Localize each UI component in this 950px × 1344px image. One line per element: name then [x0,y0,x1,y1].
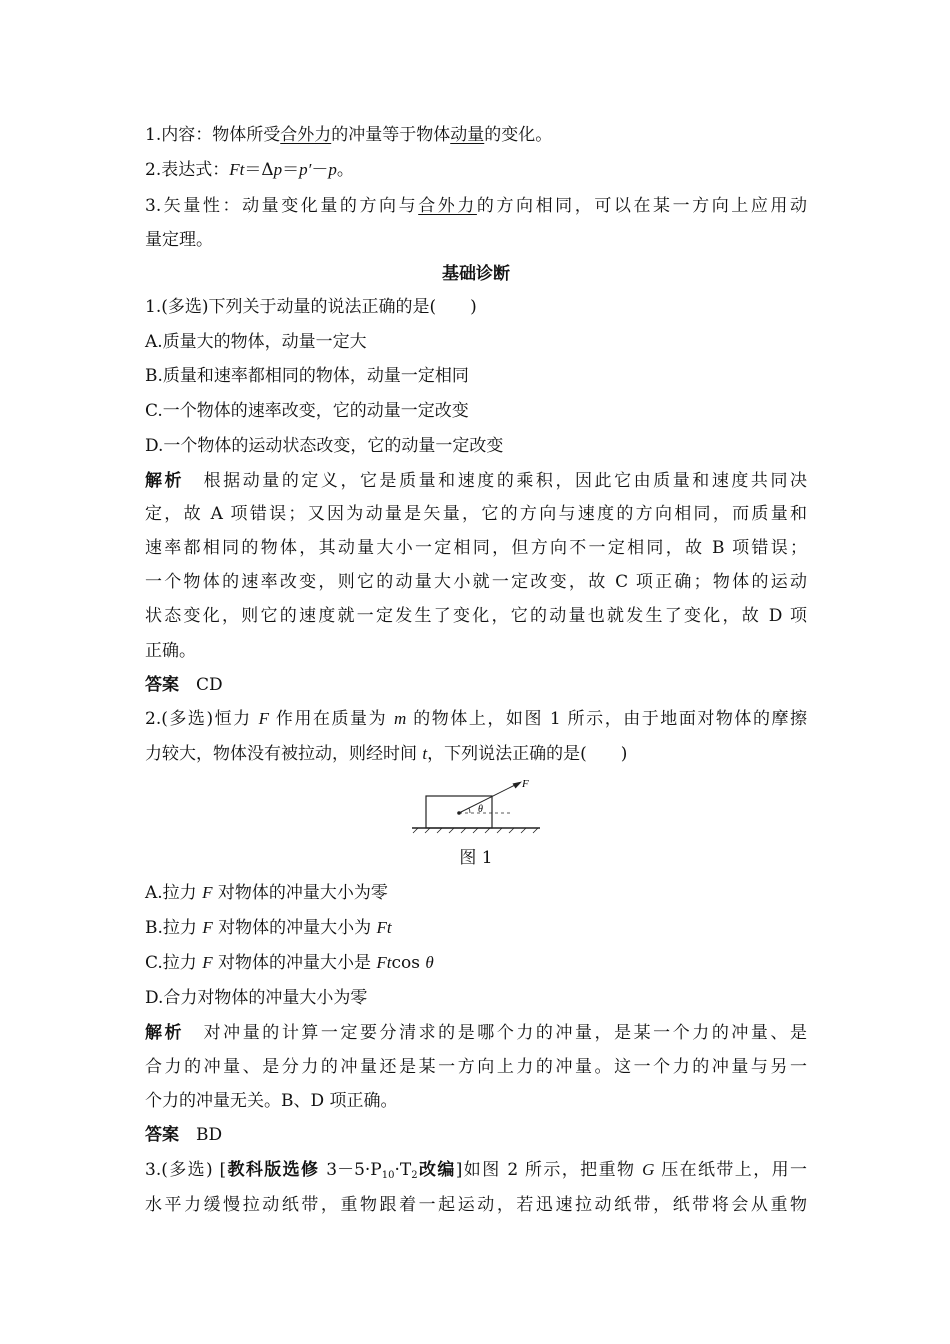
text: 2.表达式： [145,160,230,180]
text: C.拉力 [145,953,203,973]
text: 的物体上，如图 1 所示，由于地面对物体的摩擦 [406,709,808,729]
text: 的冲量等于物体 [331,125,451,145]
answer-label: 答案 [145,675,179,695]
q1-analysis-line: 定，故 A 项错误；又因为动量是矢量，它的方向与速度的方向相同，而质量和 [145,504,807,524]
text: 的变化。 [484,125,553,145]
angle-label: θ [478,804,483,815]
formula-var: F [202,918,213,937]
subscript: 10 [381,1170,395,1181]
q1-analysis-line: 一个物体的速率改变，则它的动量大小就一定改变，故 C 项正确；物体的运动 [145,572,807,592]
q1-analysis-line: 正确。 [145,641,196,661]
q1-option-b: B.质量和速率都相同的物体，动量一定相同 [145,366,469,386]
answer-label: 答案 [145,1125,179,1145]
formula-var: G [642,1160,655,1179]
q2-analysis-line: 合力的冲量、是分力的冲量还是某一方向上力的冲量。这一个力的冲量与另一 [145,1057,807,1077]
q2-analysis-line: 个力的冲量无关。B、D 项正确。 [145,1091,398,1111]
q1-analysis-line [145,470,807,492]
text: ＝ [282,160,300,180]
q1-option-c: C.一个物体的速率改变，它的动量一定改变 [145,401,469,421]
formula-var: p [273,160,283,179]
underlined-term: 动量 [450,125,485,145]
angle-arc [469,808,470,813]
text: 的方向相同，可以在某一方向上应用动 [476,196,808,216]
underlined-term: 合外力 [280,125,332,145]
section-heading: 基础诊断 [442,264,510,284]
analysis-label: 解析 [145,1023,185,1043]
formula-var: m [394,709,407,728]
q2-option-d: D.合力对物体的冲量大小为零 [145,988,368,1008]
question-2-stem-cont [145,743,807,765]
text: 2.(多选)恒力 [145,709,259,729]
formula-var: θ [425,953,434,972]
q2-answer [145,1124,807,1146]
formula-var: F [202,883,213,902]
q2-option-a [145,882,807,904]
text: 力较大，物体没有被拉动，则经时间 [145,744,423,764]
text: 3－5·P [319,1160,382,1180]
text: 根据动量的定义，它是质量和速度的乘积，因此它由质量和速度共同决 [203,471,808,491]
question-3-stem [145,1159,807,1187]
text: ·T [394,1160,412,1180]
text: ]如图 2 所示，把重物 [455,1160,643,1180]
source-label: 改编 [417,1160,456,1180]
q2-option-b [145,917,807,939]
source-label: 教科版选修 [226,1160,320,1180]
text: 作用在质量为 [269,709,395,729]
vector-line [145,195,807,217]
figure-caption: 图 1 [459,848,493,868]
text: 。 [336,160,354,180]
q1-analysis-line: 速率都相同的物体，其动量大小一定相同，但方向不一定相同，故 B 项错误； [145,538,807,558]
formula-var: Ft [376,918,392,937]
text: 对物体的冲量大小为 [212,918,377,938]
text: 3.(多选) [ [145,1160,227,1180]
question-1-stem: 1.(多选)下列关于动量的说法正确的是( ) [145,297,477,317]
text: ，下列说法正确的是( ) [427,744,628,764]
text: 1.内容：物体所受 [145,125,281,145]
q2-analysis-line [145,1022,807,1044]
formula-var: Ft [229,160,245,179]
answer-value: BD [196,1125,223,1145]
analysis-label: 解析 [145,471,185,491]
q1-option-d: D.一个物体的运动状态改变，它的动量一定改变 [145,436,504,456]
text: 对物体的冲量大小为零 [212,883,388,903]
formula-var: t [422,744,428,763]
subscript: 2 [411,1170,418,1181]
q1-option-a: A.质量大的物体，动量一定大 [145,332,367,352]
text: 对冲量的计算一定要分清求的是哪个力的冲量，是某一个力的冲量、是 [203,1023,808,1043]
q1-answer [145,674,807,696]
question-3-stem-cont: 水平力缓慢拉动纸带，重物跟着一起运动，若迅速拉动纸带，纸带将会从重物 [145,1195,807,1215]
vector-line-cont: 量定理。 [145,230,213,250]
text: cos [391,953,426,973]
content-line [145,124,807,146]
expression-line [145,159,807,181]
formula-var: F [258,709,269,728]
force-diagram [408,770,548,834]
text: 对物体的冲量大小是 [212,953,377,973]
text: A.拉力 [145,883,203,903]
text: － [311,160,329,180]
formula-var: F [202,953,213,972]
question-2-stem [145,708,807,730]
arrow-head [513,782,523,789]
formula-var: Ft [376,953,392,972]
text: ＝Δ [244,160,274,180]
force-label: F [522,778,529,790]
q1-analysis-line: 状态变化，则它的速度就一定发生了变化，它的动量也就发生了变化，故 D 项 [145,606,807,626]
formula-var: p′ [299,160,312,179]
q2-option-c [145,952,807,974]
force-arrow [459,784,517,813]
underlined-term: 合外力 [418,196,477,216]
text: 3.矢量性：动量变化量的方向与 [145,196,419,216]
answer-value: CD [196,675,223,695]
formula-var: p [328,160,337,179]
text: 压在纸带上，用一 [654,1160,807,1180]
text: B.拉力 [145,918,203,938]
